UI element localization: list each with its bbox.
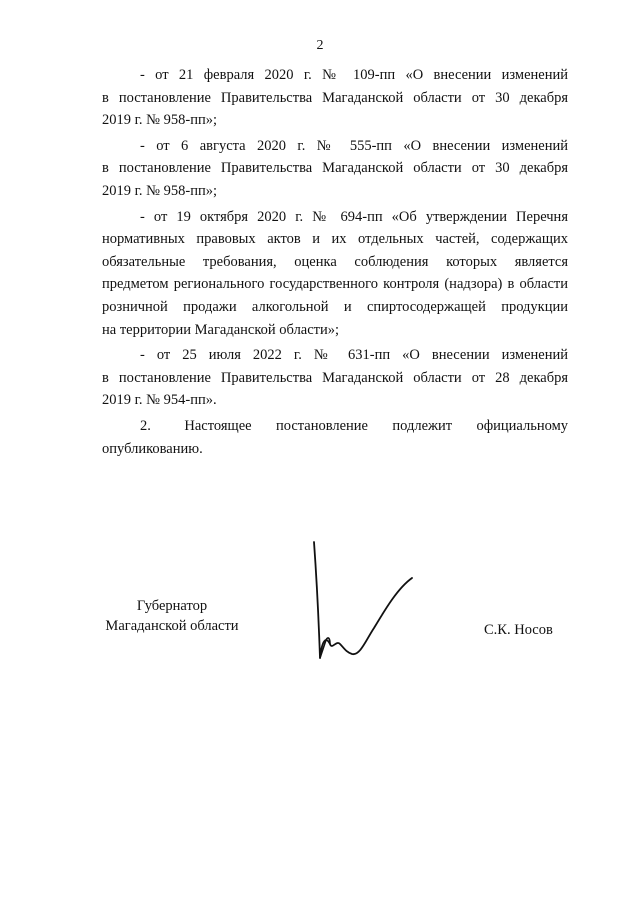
text-line: 2019 г. № 958-пп»; — [102, 182, 218, 199]
item-text: Настоящее постановление подлежит официальному — [184, 417, 569, 434]
text-line: в постановление Правительства Магаданской области от 30 декабря — [102, 160, 568, 177]
text-line: в постановление Правительства Магаданской области от 30 декабря — [102, 89, 568, 106]
text-line: - от 21 февраля 2020 г. № 109-пп «О внесении изменений — [140, 67, 568, 83]
list-item-amendment-3 — [102, 206, 568, 342]
text-line: розничной продажи алкогольной и спиртосодержащей продукции — [102, 298, 568, 315]
text-line: нормативных правовых актов и их отдельных частей, содержащих — [102, 231, 568, 248]
page-number: 2 — [316, 38, 324, 53]
handwritten-signature — [300, 540, 420, 670]
text-line: 2019 г. № 954-пп». — [102, 392, 217, 409]
text-line: в постановление Правительства Магаданской области от 28 декабря — [102, 369, 568, 386]
list-item-amendment-4 — [102, 344, 568, 412]
text-line: предметом регионального государственного контроля (надзора) в области — [102, 276, 568, 293]
text-line: - от 19 октября 2020 г. № 694-пп «Об утверждении Перечня — [140, 208, 568, 225]
signatory-title-line: Губернатор — [136, 598, 208, 614]
text-line: 2019 г. № 958-пп»; — [102, 112, 218, 129]
list-item-amendment-2 — [102, 135, 568, 203]
signatory-title-line: Магаданской области — [105, 618, 239, 634]
signatory-name: С.К. Носов — [484, 622, 553, 638]
signatory-title — [102, 596, 242, 636]
document-body — [102, 64, 568, 460]
item-number: 2. — [140, 417, 151, 434]
text-line: обязательные требования, оценка соблюдения которых является — [102, 253, 568, 270]
text-line: - от 25 июля 2022 г. № 631-пп «О внесении изменений — [140, 347, 568, 364]
text-line: - от 6 августа 2020 г. № 555-пп «О внесении изменений — [140, 137, 568, 154]
list-item-amendment-1 — [102, 64, 568, 132]
numbered-item-2 — [102, 415, 568, 460]
text-line: на территории Магаданской области»; — [102, 321, 340, 338]
text-line — [102, 415, 568, 438]
text-line: опубликованию. — [102, 440, 203, 457]
